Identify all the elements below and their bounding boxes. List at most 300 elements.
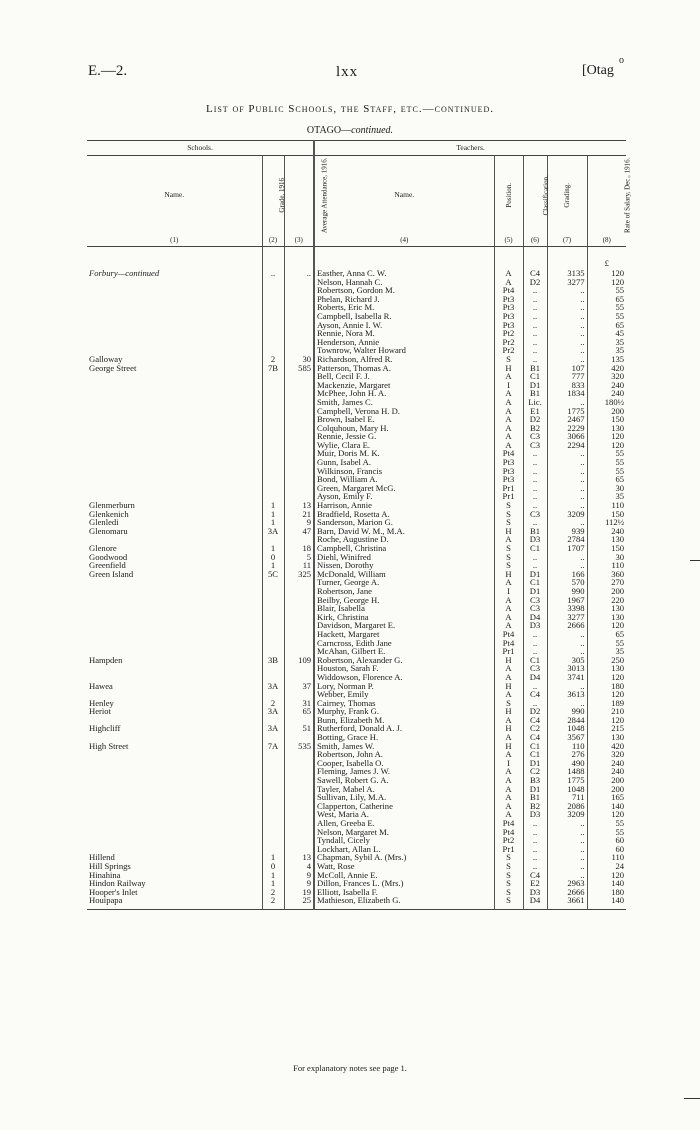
teacher-grading: 1775 [547,407,587,416]
school-grade [262,338,284,347]
teacher-classification: D1 [523,785,547,794]
teacher-classification: C4 [523,871,547,880]
teacher-classification: .. [523,286,547,295]
teacher-name: Easther, Anna C. W. [314,269,494,278]
school-attendance: 18 [284,544,314,553]
teacher-grading: .. [547,647,587,656]
teacher-position: Pt4 [494,639,523,648]
school-grade [262,286,284,295]
teacher-position: H [494,364,523,373]
teacher-grading: 990 [547,587,587,596]
school-attendance [284,767,314,776]
school-name [87,759,262,768]
teacher-grading: 939 [547,527,587,536]
teacher-classification: C1 [523,578,547,587]
school-name [87,836,262,845]
col-position-header [494,156,523,235]
page-number: lxx [336,64,359,80]
teacher-grading: 110 [547,742,587,751]
teacher-classification: C1 [523,372,547,381]
table-row [87,853,626,862]
school-grade [262,819,284,828]
teacher-salary: 65 [587,295,626,304]
teacher-position: Pt3 [494,321,523,330]
teacher-name: McAhan, Gilbert E. [314,647,494,656]
school-grade [262,793,284,802]
teacher-position: A [494,664,523,673]
teacher-name: Lockhart, Allan L. [314,845,494,854]
school-attendance [284,621,314,630]
teacher-name: McDonald, William [314,570,494,579]
teacher-grading: .. [547,338,587,347]
school-attendance [284,810,314,819]
school-grade [262,596,284,605]
school-name [87,286,262,295]
teacher-position: A [494,432,523,441]
teacher-name: Sullivan, Lily, M.A. [314,793,494,802]
teacher-position: S [494,553,523,562]
school-name [87,604,262,613]
col-classification-header [523,156,550,235]
teacher-name: Ayson, Annie I. W. [314,321,494,330]
school-name [87,484,262,493]
teacher-classification: D3 [523,888,547,897]
school-grade: .. [262,269,284,278]
col-teacher-name-header: Name. [314,156,494,235]
school-grade [262,295,284,304]
teacher-grading: 3398 [547,604,587,613]
teacher-name: Widdowson, Florence A. [314,673,494,682]
school-grade: 2 [262,699,284,708]
school-grade: 1 [262,561,284,570]
teacher-grading: .. [547,853,587,862]
teacher-position: A [494,278,523,287]
teacher-position: Pr2 [494,338,523,347]
teacher-position: A [494,596,523,605]
teacher-salary: 112½ [587,518,626,527]
teacher-salary: 55 [587,458,626,467]
teacher-name: Muir, Doris M. K. [314,449,494,458]
teacher-position: Pr1 [494,484,523,493]
school-attendance [284,630,314,639]
teacher-salary: 215 [587,724,626,733]
school-grade [262,389,284,398]
teacher-name: Dillon, Frances L. (Mrs.) [314,879,494,888]
school-grade: 1 [262,544,284,553]
school-attendance [284,415,314,424]
school-grade [262,484,284,493]
teacher-salary: 55 [587,467,626,476]
teacher-name: Rennie, Jessie G. [314,432,494,441]
teacher-name: Carncross, Edith Jane [314,639,494,648]
teacher-salary: 240 [587,381,626,390]
teacher-name: Allen, Greeba E. [314,819,494,828]
school-attendance [284,321,314,330]
col-school-name-header: Name. [164,189,185,199]
school-attendance: 5 [284,553,314,562]
school-attendance [284,432,314,441]
teacher-name: Mackenzie, Margaret [314,381,494,390]
teacher-classification: .. [523,458,547,467]
school-name [87,329,262,338]
teacher-name: Davidson, Margaret E. [314,621,494,630]
school-grade [262,802,284,811]
teacher-position: I [494,759,523,768]
teacher-classification: B3 [523,776,547,785]
teacher-classification: .. [523,647,547,656]
teacher-classification: .. [523,467,547,476]
school-name [87,372,262,381]
school-grade [262,759,284,768]
teacher-classification: .. [523,321,547,330]
school-grade [262,329,284,338]
school-name [87,432,262,441]
school-attendance [284,467,314,476]
teacher-salary: 130 [587,733,626,742]
teacher-name: Diehl, Winifred [314,553,494,562]
teacher-salary: 420 [587,742,626,751]
col-number: (1) [87,234,262,247]
teacher-grading: 305 [547,656,587,665]
col-grade-header [262,156,284,235]
teacher-salary: 270 [587,578,626,587]
teacher-classification: .. [523,699,547,708]
teacher-classification: D2 [523,415,547,424]
school-name: Hooper's Inlet [89,886,138,897]
teacher-salary: 30 [587,484,626,493]
school-name [87,802,262,811]
school-name: Hindon Railway [89,878,146,889]
school-name [87,467,262,476]
teacher-grading: .. [547,699,587,708]
col-salary-header [587,156,631,235]
school-attendance [284,596,314,605]
teacher-position: Pt4 [494,630,523,639]
teacher-salary: 210 [587,707,626,716]
school-grade [262,312,284,321]
school-name: Hillend [89,852,115,863]
teacher-grading: 990 [547,707,587,716]
school-attendance [284,587,314,596]
teacher-grading: 3135 [547,269,587,278]
school-name [87,312,262,321]
school-name [87,407,262,416]
school-name [87,596,262,605]
teacher-salary: 60 [587,845,626,854]
school-attendance: 19 [284,888,314,897]
teacher-classification: C4 [523,733,547,742]
teacher-name: Sawell, Robert G. A. [314,776,494,785]
teacher-salary: 120 [587,716,626,725]
teacher-position: Pt4 [494,286,523,295]
teacher-position: H [494,724,523,733]
school-name: Glenore [89,543,117,553]
school-grade: 1 [262,518,284,527]
teacher-grading: 1967 [547,596,587,605]
group-schools: Schools. [87,141,314,156]
school-attendance [284,329,314,338]
teacher-classification: C3 [523,604,547,613]
school-name: Houipapa [89,895,123,906]
teacher-position: A [494,398,523,407]
school-name [87,673,262,682]
report-code: E.—2. [88,63,128,79]
teacher-grading: .. [547,836,587,845]
teacher-position: A [494,716,523,725]
teacher-classification: .. [523,501,547,510]
school-name [87,381,262,390]
teacher-position: A [494,802,523,811]
col-number: (4) [314,234,494,247]
teacher-salary: 35 [587,346,626,355]
school-attendance: 25 [284,896,314,905]
school-grade [262,776,284,785]
teacher-salary: 220 [587,596,626,605]
teacher-position: A [494,535,523,544]
teacher-classification: .. [523,845,547,854]
teacher-salary: 320 [587,372,626,381]
teacher-classification: D1 [523,570,547,579]
teacher-grading: 2666 [547,888,587,897]
teacher-grading: .. [547,458,587,467]
school-name [87,458,262,467]
teacher-salary: 130 [587,613,626,622]
school-attendance: 109 [284,656,314,665]
teacher-grading: 777 [547,372,587,381]
col-number: (5) [494,234,523,247]
school-attendance [284,312,314,321]
teacher-classification: D4 [523,673,547,682]
teacher-salary: 35 [587,338,626,347]
school-name [87,776,262,785]
col-attendance-label: Average Attendance, 1916. [320,157,329,233]
school-name [87,819,262,828]
school-name [87,664,262,673]
teacher-salary: 200 [587,785,626,794]
teacher-name: Houston, Sarah F. [314,664,494,673]
school-grade [262,441,284,450]
teacher-position: A [494,407,523,416]
teacher-grading: 3661 [547,896,587,905]
teacher-salary: 140 [587,896,626,905]
teacher-classification: C1 [523,750,547,759]
teacher-classification: D3 [523,535,547,544]
school-name: Hawea [89,680,113,691]
teacher-position: Pt3 [494,295,523,304]
teacher-position: Pt3 [494,303,523,312]
school-name [87,767,262,776]
teacher-classification: .. [523,295,547,304]
school-name [87,750,262,759]
teacher-position: Pt4 [494,828,523,837]
school-attendance [284,793,314,802]
school-name: Glenkenich [89,508,129,519]
school-name [87,398,262,407]
teacher-position: A [494,673,523,682]
school-attendance [284,613,314,622]
col-grade-label: Grade, 1916 [277,177,286,213]
school-name [87,785,262,794]
teacher-position: Pr1 [494,845,523,854]
school-grade [262,432,284,441]
teacher-grading: 2844 [547,716,587,725]
teacher-salary: 45 [587,329,626,338]
teacher-classification: D4 [523,613,547,622]
teacher-position: A [494,767,523,776]
school-grade: 1 [262,510,284,519]
school-grade [262,828,284,837]
teacher-salary: 250 [587,656,626,665]
teacher-name: Cairney, Thomas [314,699,494,708]
school-attendance [284,381,314,390]
teacher-salary: 140 [587,802,626,811]
school-attendance [284,836,314,845]
school-attendance [284,484,314,493]
school-grade [262,407,284,416]
school-grade: 5C [262,570,284,579]
teacher-grading: .. [547,819,587,828]
region-header: [Otag [582,63,614,78]
teacher-grading: 2086 [547,802,587,811]
teacher-classification: E2 [523,879,547,888]
teacher-grading: 166 [547,570,587,579]
teacher-salary: 55 [587,312,626,321]
teacher-classification: .. [523,630,547,639]
teacher-salary: 130 [587,535,626,544]
school-attendance: 47 [284,527,314,536]
teacher-salary: 240 [587,527,626,536]
school-name: Hinahina [89,869,121,880]
teacher-grading: .. [547,449,587,458]
teacher-name: Smith, James W. [314,742,494,751]
teacher-grading: 2784 [547,535,587,544]
teacher-name: Rutherford, Donald A. J. [314,724,494,733]
teacher-salary: 110 [587,561,626,570]
teacher-grading: .. [547,501,587,510]
teacher-classification: C1 [523,544,547,553]
teacher-position: S [494,879,523,888]
school-attendance: 9 [284,879,314,888]
teacher-classification: B1 [523,793,547,802]
teacher-position: Pt4 [494,819,523,828]
school-grade: 1 [262,871,284,880]
column-header-row [87,156,626,235]
school-name [87,278,262,287]
teacher-position: A [494,424,523,433]
teacher-salary: 65 [587,475,626,484]
school-attendance [284,338,314,347]
school-attendance [284,664,314,673]
school-grade [262,449,284,458]
teacher-classification: C3 [523,441,547,450]
school-grade: 1 [262,501,284,510]
teacher-name: McColl, Annie E. [314,871,494,880]
school-name [87,338,262,347]
teacher-position: H [494,570,523,579]
teacher-salary: 60 [587,836,626,845]
school-attendance: 31 [284,699,314,708]
col-grading-label: Grading. [562,182,571,208]
teacher-classification: C4 [523,690,547,699]
teacher-classification: C2 [523,724,547,733]
teacher-classification: D1 [523,759,547,768]
school-attendance: 21 [284,510,314,519]
teacher-grading: .. [547,518,587,527]
teacher-grading: .. [547,355,587,364]
teacher-grading: 3741 [547,673,587,682]
school-name [87,630,262,639]
teacher-name: Wilkinson, Francis [314,467,494,476]
subtitle-continued: continued. [351,125,394,136]
teacher-grading: .. [547,492,587,501]
teacher-grading: .. [547,630,587,639]
school-name [87,793,262,802]
teacher-name: Nissen, Dorothy [314,561,494,570]
school-grade [262,621,284,630]
school-grade: 3A [262,724,284,733]
teacher-classification: .. [523,682,547,691]
teacher-classification: .. [523,819,547,828]
teacher-position: S [494,518,523,527]
teacher-name: Smith, James C. [314,398,494,407]
teacher-position: Pt2 [494,329,523,338]
teacher-name: Bunn, Elizabeth M. [314,716,494,725]
teacher-position: Pt4 [494,449,523,458]
teacher-position: A [494,415,523,424]
teacher-name: Robertson, Alexander G. [314,656,494,665]
school-name [87,424,262,433]
teacher-name: Harrison, Annie [314,501,494,510]
teacher-grading: .. [547,303,587,312]
teacher-position: A [494,810,523,819]
teacher-salary: 200 [587,407,626,416]
school-name: Green Island [89,568,134,579]
teacher-position: A [494,269,523,278]
school-name: Greenfield [89,560,126,571]
school-grade [262,278,284,287]
teacher-salary: 55 [587,639,626,648]
teacher-salary: 110 [587,501,626,510]
school-name: Hampden [89,654,123,665]
school-attendance: 13 [284,501,314,510]
school-grade: 1 [262,879,284,888]
school-grade [262,467,284,476]
school-grade: 0 [262,862,284,871]
teacher-grading: 1834 [547,389,587,398]
teacher-classification: E1 [523,407,547,416]
school-name [87,810,262,819]
teacher-salary: 35 [587,647,626,656]
teacher-salary: 120 [587,278,626,287]
school-grade [262,639,284,648]
teacher-position: H [494,707,523,716]
teacher-position: S [494,699,523,708]
teacher-grading: 276 [547,750,587,759]
teacher-classification: .. [523,492,547,501]
teacher-grading: .. [547,828,587,837]
teacher-position: A [494,604,523,613]
teacher-position: Pr2 [494,346,523,355]
school-name [87,613,262,622]
col-number: (7) [547,234,587,247]
teacher-grading: .. [547,553,587,562]
teacher-name: Murphy, Frank G. [314,707,494,716]
teacher-salary: 35 [587,492,626,501]
school-attendance [284,424,314,433]
teacher-grading: .. [547,329,587,338]
teacher-salary: 55 [587,449,626,458]
teacher-classification: Lic. [523,398,547,407]
